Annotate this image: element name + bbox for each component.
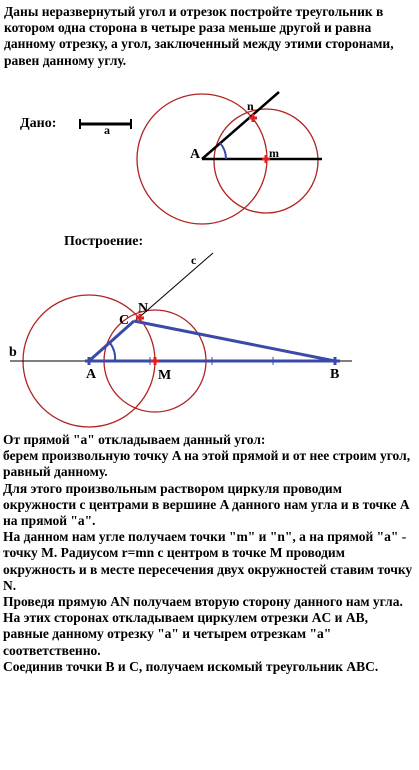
description-line: Для этого произвольным раствором циркуля проводим окружности с центрами в вершине A данного нам угла и в точке A на прямой "a". bbox=[3, 480, 409, 529]
construction-description bbox=[3, 432, 417, 675]
ray-label-c: c bbox=[191, 253, 197, 267]
description-line: Проведя прямую AN получаем вторую сторону данного нам угла. bbox=[3, 594, 403, 610]
given-label: Дано: bbox=[20, 116, 57, 131]
point-label-M: M bbox=[158, 368, 172, 383]
construction-figure bbox=[9, 253, 352, 427]
vertex-label-A: A bbox=[190, 147, 201, 162]
point-label-n: n bbox=[247, 99, 254, 113]
task-statement: Даны неразвернутый угол и отрезок постройте треугольник в котором одна сторона в четыре раза меньше другой и равна данному отрезку, а угол, заключенный между этими сторонами, равен данному углу. bbox=[4, 4, 394, 68]
description-line: берем произвольную точку A на этой прямой и от нее строим угол, равный данному. bbox=[3, 448, 411, 480]
angle-ray-inclined bbox=[202, 92, 279, 159]
point-label-B: B bbox=[330, 367, 340, 382]
line-label-b: b bbox=[9, 345, 17, 360]
description-line: На этих сторонах откладываем циркулем отрезки AC и AB, равные данному отрезку "a" и четырем отрезкам "a" соответственно. bbox=[3, 610, 368, 658]
point-label-A: A bbox=[86, 367, 97, 382]
construction-label: Построение: bbox=[64, 234, 144, 249]
angle-arc bbox=[220, 143, 226, 159]
point-label-m: m bbox=[269, 146, 279, 160]
description-line: Соединив точки B и C, получаем искомый треугольник ABC. bbox=[3, 658, 379, 674]
description-line: На данном нам угле получаем точки "m" и "n", а на прямой "a" - точку M. Радиусом r=mn с центром в точке M проводим окружность и в месте пересечения двух окружностей ставим точку N. bbox=[3, 529, 413, 593]
point-M-marker bbox=[151, 357, 159, 365]
segment-label-a: a bbox=[104, 123, 110, 137]
point-B-marker bbox=[330, 357, 340, 365]
point-label-N: N bbox=[138, 301, 149, 316]
side-CB bbox=[134, 321, 335, 361]
given-figure bbox=[80, 92, 322, 224]
point-label-C: C bbox=[119, 313, 130, 328]
angle-arc-A bbox=[110, 343, 115, 361]
description-line: От прямой "a" откладываем данный угол: bbox=[3, 432, 266, 447]
